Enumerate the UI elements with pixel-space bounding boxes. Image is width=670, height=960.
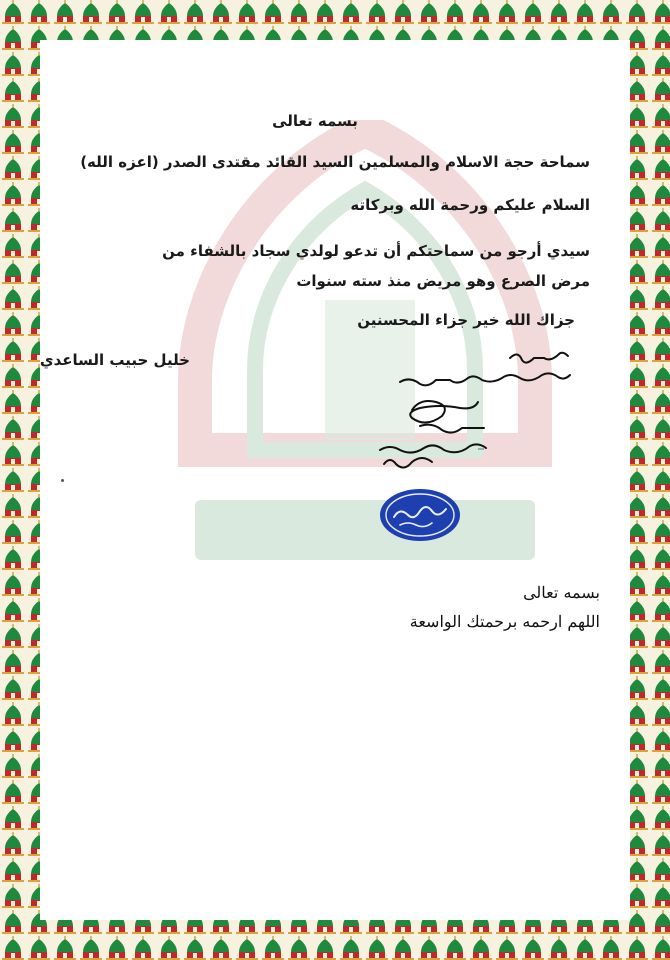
handwritten-reply-signature xyxy=(360,340,610,490)
letter-basmala: بسمه تعالى xyxy=(272,112,358,130)
letter-thanks: جزاك الله خير جزاء المحسنين xyxy=(357,311,575,329)
letter-sender: خليل حبيب الساعدي xyxy=(39,351,190,369)
ink-dash-mark xyxy=(478,448,484,450)
letter-greeting: السلام عليكم ورحمة الله وبركاته xyxy=(350,196,590,214)
ink-dot-mark xyxy=(61,479,64,482)
letter-request: سيدي أرجو من سماحتكم أن تدعو لولدي سجاد بالشفاء من مرض الصرع وهو مريض منذ سته سنوات xyxy=(162,242,590,290)
typed-reply-basmala: بسمه تعالى xyxy=(523,583,600,602)
letter-addressee: سماحة حجة الاسلام والمسلمين السيد القائد مقتدى الصدر (اعزه الله) xyxy=(80,153,590,171)
seal-stamp xyxy=(378,487,462,543)
typed-reply-prayer: اللهم ارحمه برحمتك الواسعة xyxy=(409,612,600,631)
